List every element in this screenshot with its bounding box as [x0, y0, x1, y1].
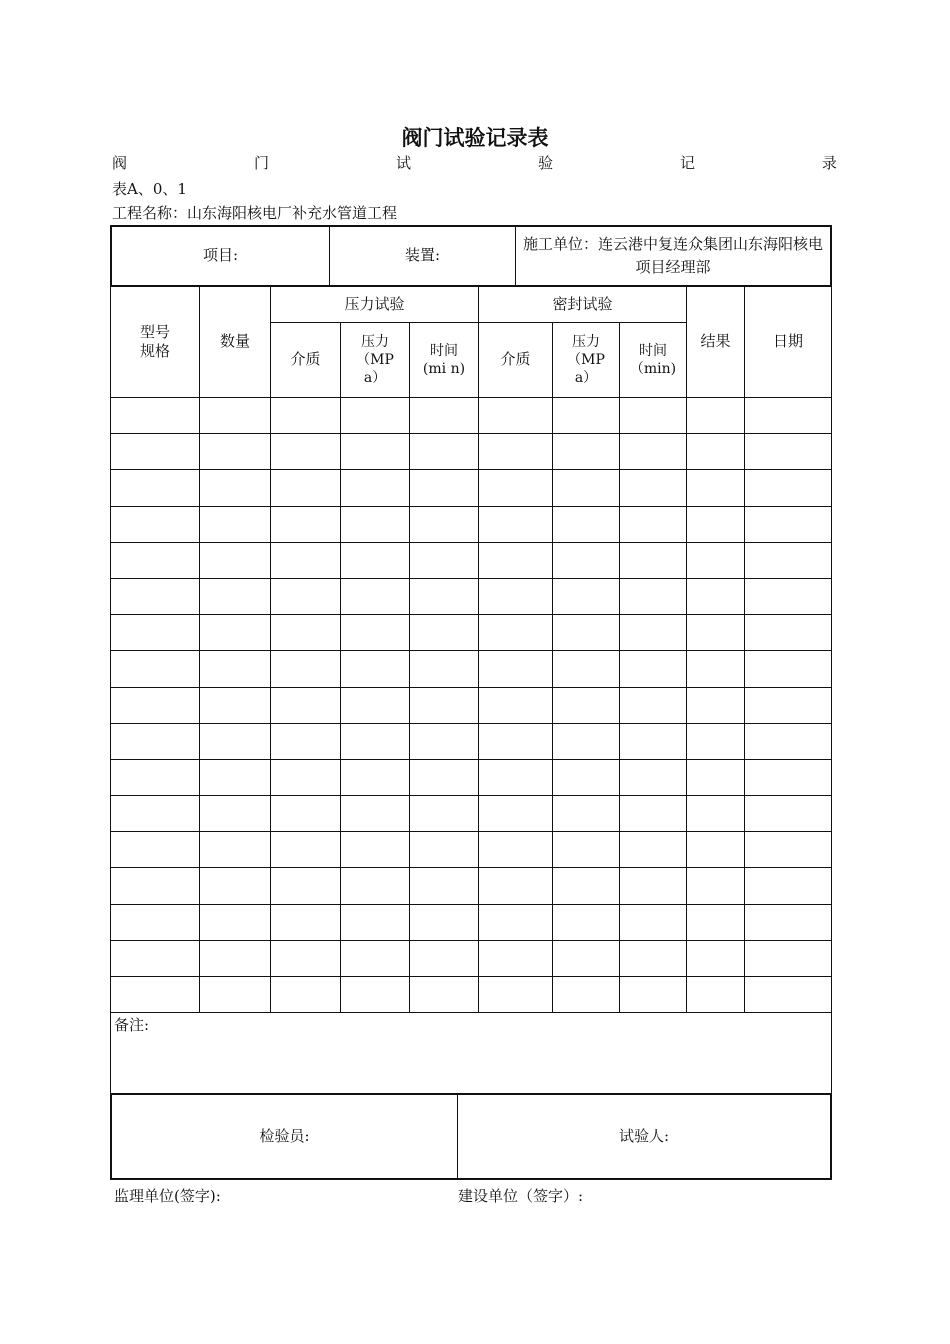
form-code: 表A、0、1	[112, 180, 187, 198]
table-cell[interactable]	[271, 434, 341, 470]
table-cell[interactable]	[553, 578, 620, 614]
table-cell[interactable]	[620, 506, 687, 542]
table-cell[interactable]	[553, 868, 620, 904]
table-cell[interactable]	[111, 832, 200, 868]
table-cell[interactable]	[271, 615, 341, 651]
table-cell[interactable]	[271, 940, 341, 976]
table-cell[interactable]	[200, 796, 271, 832]
table-row	[111, 470, 832, 506]
col-time-min: 时间 （min)	[620, 323, 687, 398]
table-cell[interactable]	[200, 868, 271, 904]
table-cell[interactable]	[271, 542, 341, 578]
table-cell[interactable]	[200, 759, 271, 795]
table-cell[interactable]	[479, 687, 553, 723]
table-cell[interactable]	[341, 759, 410, 795]
table-cell[interactable]	[111, 506, 200, 542]
table-cell[interactable]	[410, 796, 479, 832]
table-cell[interactable]	[200, 940, 271, 976]
table-cell[interactable]	[410, 506, 479, 542]
table-cell[interactable]	[620, 398, 687, 434]
table-cell[interactable]	[200, 687, 271, 723]
table-cell[interactable]	[687, 796, 745, 832]
table-cell[interactable]	[111, 542, 200, 578]
table-cell[interactable]	[111, 977, 200, 1013]
table-cell[interactable]	[620, 868, 687, 904]
table-cell[interactable]	[745, 832, 832, 868]
table-cell[interactable]	[745, 542, 832, 578]
table-cell[interactable]	[200, 434, 271, 470]
table-row	[111, 398, 832, 434]
table-cell[interactable]	[341, 868, 410, 904]
table-cell[interactable]	[341, 977, 410, 1013]
table-cell[interactable]	[620, 578, 687, 614]
table-cell[interactable]	[341, 651, 410, 687]
table-cell[interactable]	[479, 651, 553, 687]
table-cell[interactable]	[111, 687, 200, 723]
table-cell[interactable]	[271, 759, 341, 795]
table-cell[interactable]	[620, 904, 687, 940]
table-cell[interactable]	[271, 723, 341, 759]
table-cell[interactable]	[687, 542, 745, 578]
table-cell[interactable]	[111, 578, 200, 614]
table-cell[interactable]	[341, 796, 410, 832]
supervisor-sign: 监理单位(签字):	[114, 1187, 221, 1205]
table-cell[interactable]	[200, 542, 271, 578]
spread-title-line	[112, 152, 837, 173]
table-cell[interactable]	[687, 434, 745, 470]
table-cell[interactable]	[479, 542, 553, 578]
col-pressure-test: 压力试验	[271, 287, 479, 323]
table-cell[interactable]	[271, 470, 341, 506]
table-cell[interactable]	[745, 977, 832, 1013]
inspector-label: 检验员:	[259, 1126, 310, 1145]
spread-char: 试	[395, 154, 411, 172]
table-cell[interactable]	[687, 723, 745, 759]
inspector-field[interactable]	[112, 1095, 458, 1179]
table-cell[interactable]	[479, 723, 553, 759]
table-cell[interactable]	[341, 578, 410, 614]
table-cell[interactable]	[687, 651, 745, 687]
table-cell[interactable]	[553, 434, 620, 470]
table-cell[interactable]	[271, 977, 341, 1013]
table-cell[interactable]	[341, 687, 410, 723]
table-cell[interactable]	[271, 506, 341, 542]
table-cell[interactable]	[745, 434, 832, 470]
spread-char: 门	[253, 154, 269, 172]
table-cell[interactable]	[620, 940, 687, 976]
table-cell[interactable]	[111, 796, 200, 832]
col-model-spec: 型号 规格	[111, 287, 200, 398]
table-cell[interactable]	[200, 398, 271, 434]
table-cell[interactable]	[200, 578, 271, 614]
table-cell[interactable]	[620, 832, 687, 868]
table-cell[interactable]	[410, 940, 479, 976]
table-cell[interactable]	[553, 651, 620, 687]
table-cell[interactable]	[745, 615, 832, 651]
table-cell[interactable]	[687, 506, 745, 542]
owner-sign: 建设单位（签字）:	[458, 1187, 584, 1205]
table-row	[111, 796, 832, 832]
table-row	[111, 723, 832, 759]
table-cell[interactable]	[410, 759, 479, 795]
table-cell[interactable]	[553, 832, 620, 868]
table-cell[interactable]	[745, 651, 832, 687]
table-cell[interactable]	[410, 904, 479, 940]
table-cell[interactable]	[553, 615, 620, 651]
col-medium: 介质	[479, 323, 553, 398]
table-cell[interactable]	[479, 796, 553, 832]
table-cell[interactable]	[553, 506, 620, 542]
table-cell[interactable]	[687, 977, 745, 1013]
spread-char: 验	[537, 154, 553, 172]
table-cell[interactable]	[745, 398, 832, 434]
table-row	[111, 687, 832, 723]
spread-char: 阀	[112, 154, 128, 172]
table-row	[111, 940, 832, 976]
table-cell[interactable]	[687, 687, 745, 723]
table-cell[interactable]	[479, 904, 553, 940]
table-cell[interactable]	[745, 578, 832, 614]
spread-char: 录	[821, 154, 837, 172]
table-cell[interactable]	[271, 796, 341, 832]
table-cell[interactable]	[341, 398, 410, 434]
table-cell[interactable]	[410, 651, 479, 687]
table-cell[interactable]	[620, 796, 687, 832]
table-row	[111, 578, 832, 614]
tester-field[interactable]	[458, 1095, 831, 1179]
table-cell[interactable]	[479, 615, 553, 651]
table-cell[interactable]	[200, 651, 271, 687]
table-cell[interactable]	[687, 398, 745, 434]
table-cell[interactable]	[111, 759, 200, 795]
table-cell[interactable]	[553, 796, 620, 832]
table-cell[interactable]	[111, 434, 200, 470]
table-row	[111, 759, 832, 795]
table-cell[interactable]	[200, 723, 271, 759]
table-cell[interactable]	[341, 506, 410, 542]
table-cell[interactable]	[271, 398, 341, 434]
table-cell[interactable]	[745, 759, 832, 795]
table-cell[interactable]	[341, 542, 410, 578]
table-cell[interactable]	[200, 470, 271, 506]
table-cell[interactable]	[341, 470, 410, 506]
col-date: 日期	[745, 287, 832, 398]
col-quantity: 数量	[200, 287, 271, 398]
table-cell[interactable]	[341, 434, 410, 470]
table-cell[interactable]	[410, 542, 479, 578]
table-cell[interactable]	[687, 759, 745, 795]
table-cell[interactable]	[687, 578, 745, 614]
table-cell[interactable]	[479, 759, 553, 795]
table-row	[111, 542, 832, 578]
table-cell[interactable]	[271, 578, 341, 614]
table-cell[interactable]	[111, 398, 200, 434]
contractor-field: 施工单位：连云港中复连众集团山东海阳核电项目经理部	[516, 227, 831, 286]
table-cell[interactable]	[111, 470, 200, 506]
table-cell[interactable]	[620, 542, 687, 578]
table-cell[interactable]	[111, 723, 200, 759]
table-cell[interactable]	[271, 651, 341, 687]
table-cell[interactable]	[687, 470, 745, 506]
remarks-label: 备注:	[114, 1016, 150, 1035]
table-cell[interactable]	[553, 687, 620, 723]
table-row	[111, 506, 832, 542]
col-pressure-mpa: 压力 （MP a）	[553, 323, 620, 398]
table-row	[111, 434, 832, 470]
table-cell[interactable]	[479, 868, 553, 904]
table-cell[interactable]	[410, 723, 479, 759]
table-row	[111, 904, 832, 940]
table-cell[interactable]	[200, 904, 271, 940]
table-row	[111, 651, 832, 687]
col-medium: 介质	[271, 323, 341, 398]
table-cell[interactable]	[410, 470, 479, 506]
table-cell[interactable]	[745, 470, 832, 506]
table-row	[111, 868, 832, 904]
table-cell[interactable]	[479, 470, 553, 506]
device-field[interactable]: 装置:	[330, 227, 516, 286]
table-row	[111, 832, 832, 868]
table-cell[interactable]	[553, 759, 620, 795]
table-cell[interactable]	[479, 506, 553, 542]
table-cell[interactable]	[620, 759, 687, 795]
table-cell[interactable]	[111, 868, 200, 904]
signature-box	[111, 1094, 832, 1180]
table-cell[interactable]	[111, 651, 200, 687]
col-time-min: 时间 (mi n)	[410, 323, 479, 398]
table-cell[interactable]	[745, 723, 832, 759]
header-info-cell	[111, 226, 832, 287]
table-cell[interactable]	[410, 832, 479, 868]
table-cell[interactable]	[687, 940, 745, 976]
table-cell[interactable]	[687, 615, 745, 651]
table-cell[interactable]	[271, 868, 341, 904]
table-row	[111, 615, 832, 651]
table-cell[interactable]	[271, 687, 341, 723]
col-result: 结果	[687, 287, 745, 398]
table-cell[interactable]	[410, 434, 479, 470]
table-cell[interactable]	[410, 398, 479, 434]
table-cell[interactable]	[620, 651, 687, 687]
table-cell[interactable]	[687, 832, 745, 868]
table-cell[interactable]	[745, 796, 832, 832]
table-cell[interactable]	[479, 832, 553, 868]
table-cell[interactable]	[553, 977, 620, 1013]
table-cell[interactable]	[271, 832, 341, 868]
table-cell[interactable]	[410, 687, 479, 723]
valve-test-table	[110, 225, 832, 1180]
table-cell[interactable]	[620, 470, 687, 506]
table-cell[interactable]	[341, 904, 410, 940]
table-cell[interactable]	[553, 940, 620, 976]
table-cell[interactable]	[410, 977, 479, 1013]
table-cell[interactable]	[553, 542, 620, 578]
table-cell[interactable]	[687, 868, 745, 904]
table-cell[interactable]	[479, 398, 553, 434]
table-cell[interactable]	[200, 506, 271, 542]
table-cell[interactable]	[341, 723, 410, 759]
table-cell[interactable]	[745, 904, 832, 940]
table-cell[interactable]	[745, 687, 832, 723]
table-cell[interactable]	[687, 904, 745, 940]
table-cell[interactable]	[745, 868, 832, 904]
data-rows	[111, 398, 832, 1013]
table-cell[interactable]	[620, 977, 687, 1013]
table-cell[interactable]	[341, 940, 410, 976]
table-cell[interactable]	[553, 398, 620, 434]
table-cell[interactable]	[111, 615, 200, 651]
table-cell[interactable]	[200, 832, 271, 868]
table-cell[interactable]	[479, 434, 553, 470]
table-cell[interactable]	[271, 904, 341, 940]
table-row	[111, 977, 832, 1013]
item-field[interactable]: 项目:	[112, 227, 330, 286]
table-cell[interactable]	[341, 832, 410, 868]
table-cell[interactable]	[479, 977, 553, 1013]
table-cell[interactable]	[620, 615, 687, 651]
table-cell[interactable]	[553, 470, 620, 506]
table-cell[interactable]	[200, 977, 271, 1013]
table-cell[interactable]	[479, 578, 553, 614]
page-title: 阀门试验记录表	[401, 126, 549, 150]
table-cell[interactable]	[410, 578, 479, 614]
table-cell[interactable]	[620, 687, 687, 723]
remarks-cell[interactable]	[111, 1013, 832, 1094]
col-pressure-mpa: 压力 （MP a）	[341, 323, 410, 398]
table-cell[interactable]	[745, 940, 832, 976]
table-cell[interactable]	[620, 723, 687, 759]
table-cell[interactable]	[111, 904, 200, 940]
table-cell[interactable]	[620, 434, 687, 470]
project-name: 工程名称：山东海阳核电厂补充水管道工程	[112, 204, 398, 222]
table-cell[interactable]	[111, 940, 200, 976]
col-seal-test: 密封试验	[479, 287, 687, 323]
table-cell[interactable]	[200, 615, 271, 651]
table-cell[interactable]	[410, 615, 479, 651]
tester-label: 试验人:	[619, 1126, 670, 1145]
table-cell[interactable]	[479, 940, 553, 976]
spread-char: 记	[679, 154, 695, 172]
table-cell[interactable]	[341, 615, 410, 651]
table-cell[interactable]	[745, 506, 832, 542]
table-cell[interactable]	[553, 904, 620, 940]
table-cell[interactable]	[410, 868, 479, 904]
table-cell[interactable]	[553, 723, 620, 759]
